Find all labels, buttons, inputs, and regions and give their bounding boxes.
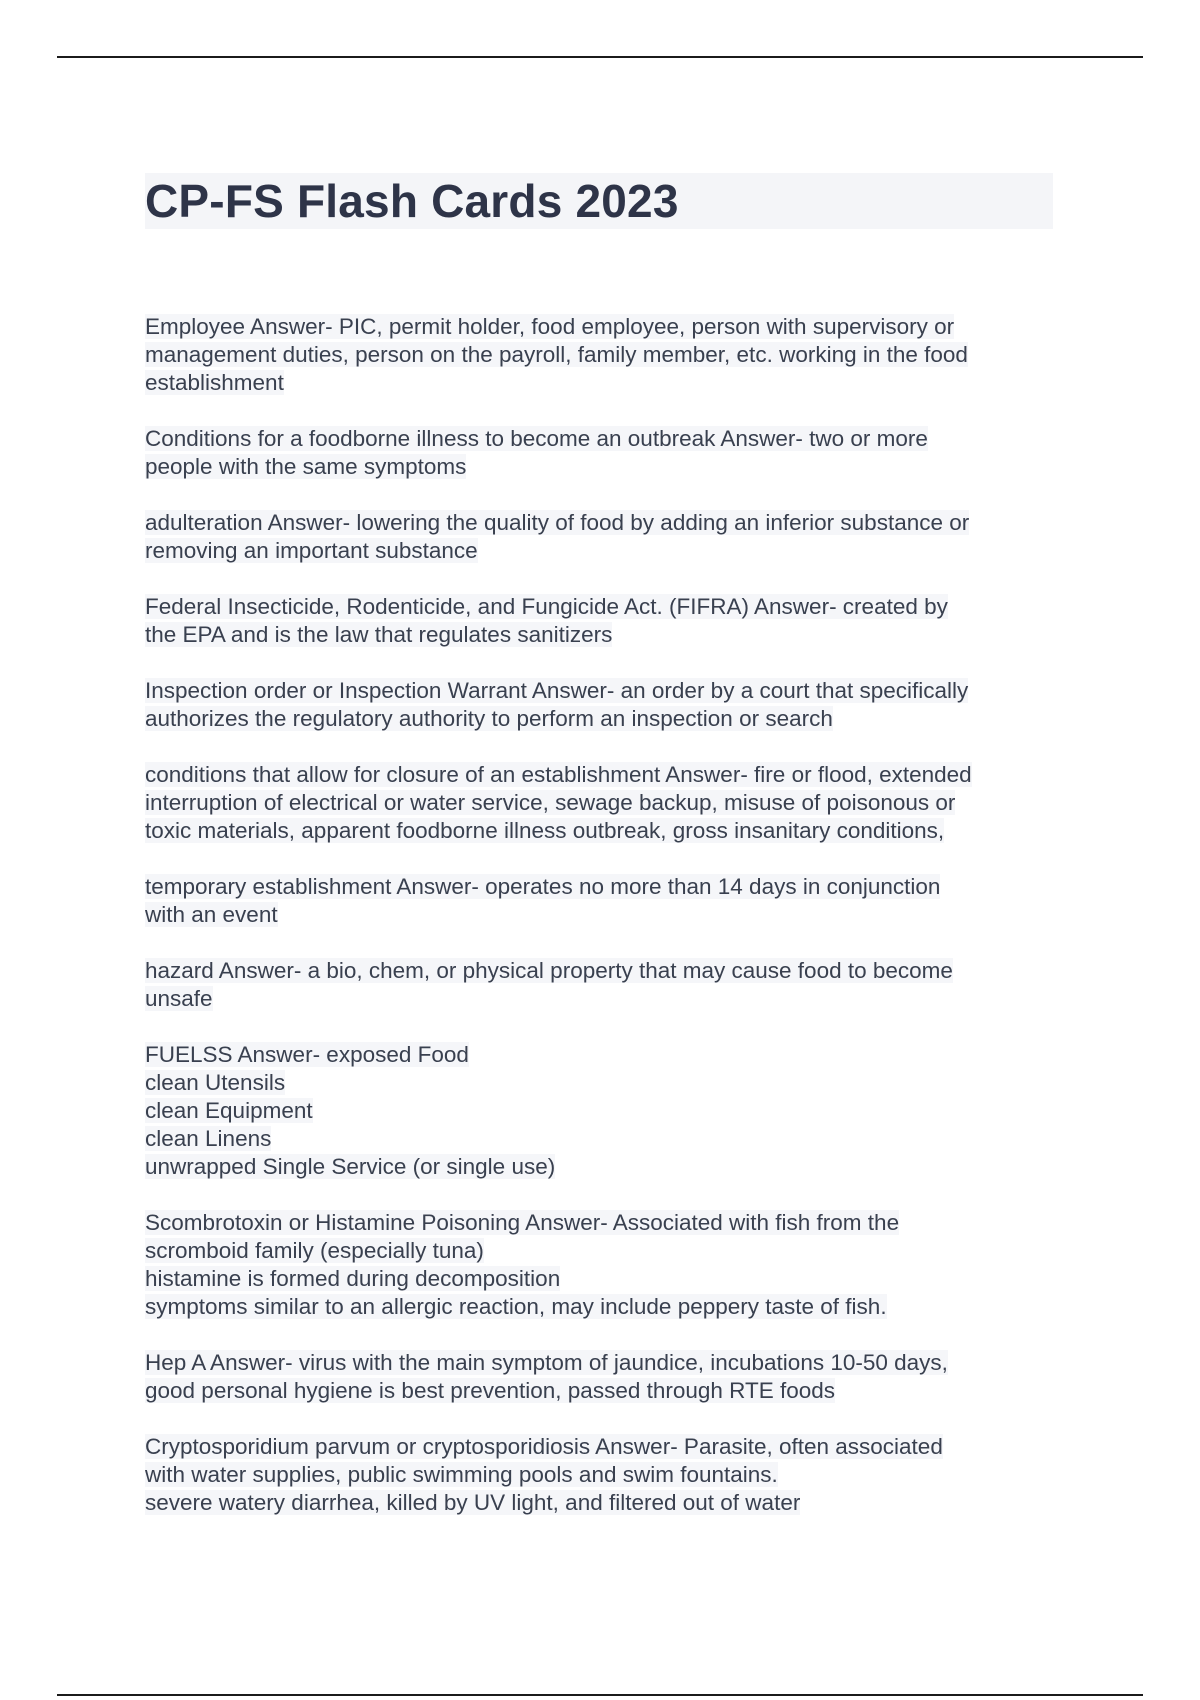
footer-rule: [57, 1694, 1143, 1696]
flash-card-line: [145, 369, 1075, 397]
flash-card-text: Employee Answer- PIC, permit holder, food employee, person with supervisory or: [145, 314, 955, 339]
flash-card: [145, 761, 1075, 845]
flash-card-line: [145, 341, 1075, 369]
flash-card-text: histamine is formed during decomposition: [145, 1266, 561, 1291]
flash-card: [145, 593, 1075, 649]
flash-card: [145, 677, 1075, 733]
flash-card-text: interruption of electrical or water service, sewage backup, misuse of poisonous or: [145, 790, 956, 815]
flash-card-line: [145, 1349, 1075, 1377]
flash-card-text: establishment: [145, 370, 284, 395]
flash-card-line: [145, 1209, 1075, 1237]
flash-card-line: [145, 1489, 1075, 1517]
flash-card-text: hazard Answer- a bio, chem, or physical property that may cause food to become: [145, 958, 953, 983]
flash-card-line: [145, 1433, 1075, 1461]
flash-card-line: [145, 1377, 1075, 1405]
flash-card-line: [145, 705, 1075, 733]
flash-card-line: [145, 677, 1075, 705]
flash-card-line: [145, 1125, 1075, 1153]
flash-card-line: [145, 1293, 1075, 1321]
flash-card-text: Conditions for a foodborne illness to become an outbreak Answer- two or more: [145, 426, 928, 451]
flash-card: [145, 425, 1075, 481]
flash-card: [145, 313, 1075, 397]
flash-card-line: [145, 1069, 1075, 1097]
flash-card: [145, 1209, 1075, 1321]
flash-card-text: symptoms similar to an allergic reaction, may include peppery taste of fish.: [145, 1294, 887, 1319]
flash-card: [145, 509, 1075, 565]
flash-card: [145, 1349, 1075, 1405]
flash-card-line: [145, 1153, 1075, 1181]
flash-card-line: [145, 957, 1075, 985]
flash-card-text: adulteration Answer- lowering the quality of food by adding an inferior substance or: [145, 510, 970, 535]
flash-card-text: Federal Insecticide, Rodenticide, and Fungicide Act. (FIFRA) Answer- created by: [145, 594, 948, 619]
flash-card-text: people with the same symptoms: [145, 454, 467, 479]
flash-card: [145, 873, 1075, 929]
flash-card: [145, 1433, 1075, 1517]
flash-card-line: [145, 1265, 1075, 1293]
flash-card-line: [145, 761, 1075, 789]
flash-card-text: FUELSS Answer- exposed Food: [145, 1042, 469, 1067]
flash-card-text: clean Utensils: [145, 1070, 286, 1095]
flash-card-text: unsafe: [145, 986, 213, 1011]
flash-card-text: with water supplies, public swimming pools and swim fountains.: [145, 1462, 778, 1487]
flash-card-text: conditions that allow for closure of an establishment Answer- fire or flood, extended: [145, 762, 972, 787]
flash-card-line: [145, 873, 1075, 901]
flash-card-text: temporary establishment Answer- operates no more than 14 days in conjunction: [145, 874, 941, 899]
flash-card-text: clean Equipment: [145, 1098, 313, 1123]
flash-card-text: Inspection order or Inspection Warrant Answer- an order by a court that specifically: [145, 678, 969, 703]
flash-card-text: removing an important substance: [145, 538, 478, 563]
flash-card-line: [145, 313, 1075, 341]
flash-card-line: [145, 621, 1075, 649]
flash-card-text: unwrapped Single Service (or single use): [145, 1154, 556, 1179]
flash-card-text: scromboid family (especially tuna): [145, 1238, 484, 1263]
flash-card-text: Hep A Answer- virus with the main symptom of jaundice, incubations 10-50 days,: [145, 1350, 948, 1375]
flash-card-text: clean Linens: [145, 1126, 272, 1151]
flash-card-line: [145, 1097, 1075, 1125]
flash-card-line: [145, 593, 1075, 621]
flash-card-list: [145, 313, 1075, 1545]
flash-card-line: [145, 453, 1075, 481]
flash-card-text: toxic materials, apparent foodborne illness outbreak, gross insanitary conditions,: [145, 818, 945, 843]
flash-card-text: severe watery diarrhea, killed by UV light, and filtered out of water: [145, 1490, 801, 1515]
flash-card-line: [145, 509, 1075, 537]
flash-card: [145, 1041, 1075, 1181]
flash-card-line: [145, 537, 1075, 565]
flash-card-line: [145, 789, 1075, 817]
flash-card-text: the EPA and is the law that regulates sanitizers: [145, 622, 613, 647]
flash-card-text: with an event: [145, 902, 278, 927]
page-title: CP-FS Flash Cards 2023: [145, 175, 679, 227]
flash-card-line: [145, 985, 1075, 1013]
flash-card-text: good personal hygiene is best prevention, passed through RTE foods: [145, 1378, 836, 1403]
flash-card-line: [145, 817, 1075, 845]
flash-card-line: [145, 901, 1075, 929]
flash-card: [145, 957, 1075, 1013]
flash-card-line: [145, 425, 1075, 453]
flash-card-text: authorizes the regulatory authority to perform an inspection or search: [145, 706, 833, 731]
flash-card-text: Scombrotoxin or Histamine Poisoning Answer- Associated with fish from the: [145, 1210, 900, 1235]
flash-card-text: Cryptosporidium parvum or cryptosporidiosis Answer- Parasite, often associated: [145, 1434, 943, 1459]
header-rule: [57, 56, 1143, 58]
flash-card-line: [145, 1041, 1075, 1069]
flash-card-line: [145, 1237, 1075, 1265]
flash-card-line: [145, 1461, 1075, 1489]
flash-card-text: management duties, person on the payroll, family member, etc. working in the food: [145, 342, 968, 367]
